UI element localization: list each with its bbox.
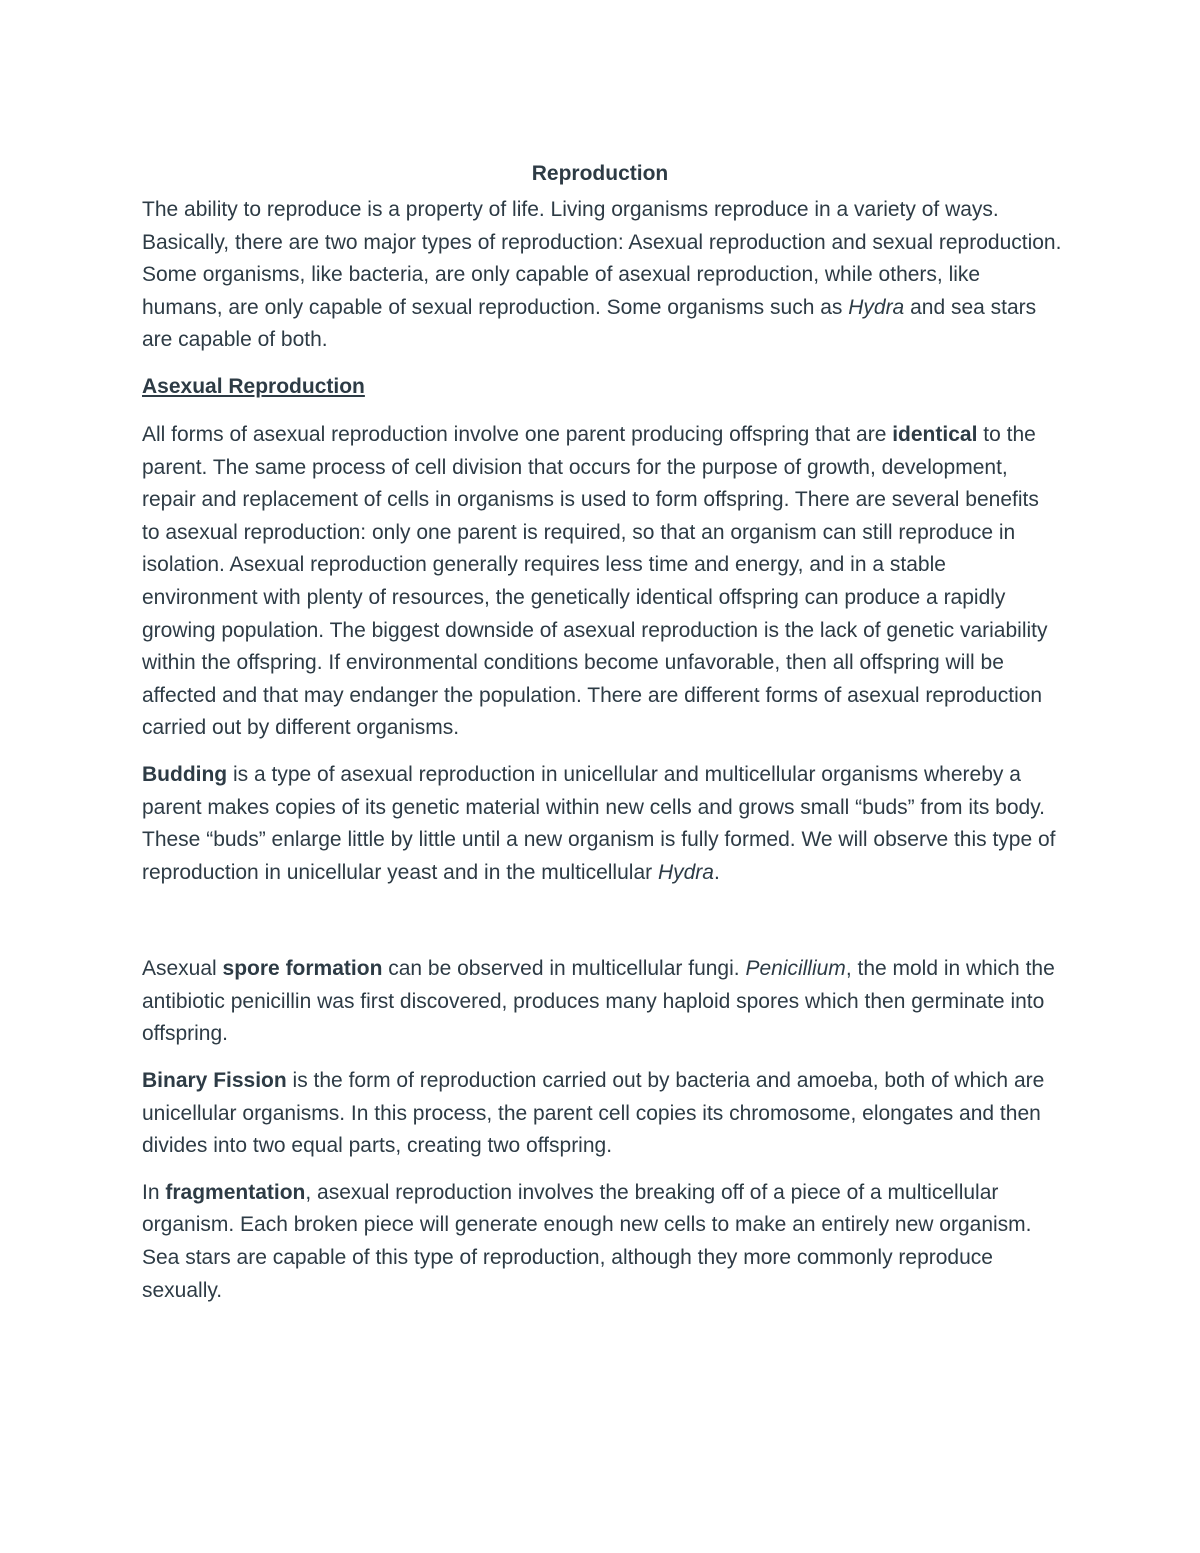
binary-fission-paragraph xyxy=(142,1065,1062,1163)
binary-fission-term: Binary Fission xyxy=(142,1069,287,1093)
spore-formation-paragraph xyxy=(142,953,1062,1051)
spore-text-2: , the mold in which the antibiotic penicillin was first discovered, produces many haploid spores which then germinate into offspring. xyxy=(142,957,1055,1046)
intro-hydra-italic: Hydra xyxy=(848,295,905,319)
budding-paragraph xyxy=(142,759,1062,889)
blank-line xyxy=(142,903,1062,953)
budding-hydra-italic: Hydra xyxy=(657,860,714,884)
fragmentation-term: fragmentation xyxy=(165,1180,306,1204)
fragmentation-text-0: In xyxy=(142,1180,166,1204)
penicillium-italic: Penicillium xyxy=(745,957,846,981)
budding-term: Budding xyxy=(142,762,228,786)
fragmentation-text-1: , asexual reproduction involves the breaking off of a piece of a multicellular organism. Each broken piece will generate enough new cells to make an entirely new organism. Sea stars are capable of this type of reproduction, although they more commonly reproduce sexually. xyxy=(142,1180,1032,1302)
page-title: Reproduction xyxy=(531,162,669,185)
budding-text-2: . xyxy=(713,860,720,884)
document-page xyxy=(142,158,1062,1321)
budding-text-1: is a type of asexual reproduction in unicellular and multicellular organisms whereby a parent makes copies of its genetic material within new cells and grows small “buds” from its body. These “buds” enlarge little by little until a new organism is fully formed. We will observe this type of reproduction in unicellular yeast and in the multicellular xyxy=(142,762,1056,884)
asexual-text-1: All forms of asexual reproduction involve one parent producing offspring that are xyxy=(142,422,893,446)
spore-formation-term: spore formation xyxy=(222,957,383,981)
binary-text-1: is the form of reproduction carried out by bacteria and amoeba, both of which are unicellular organisms. In this process, the parent cell copies its chromosome, elongates and then divides into two equal parts, creating two offspring. xyxy=(142,1069,1045,1158)
asexual-text-2: to the parent. The same process of cell division that occurs for the purpose of growth, development, repair and replacement of cells in organisms is used to form offspring. There are several benefits to asexual reproduction: only one parent is required, so that an organism can still reproduce in isolation. Asexual reproduction generally requires less time and energy, and in a stable environment with plenty of resources, the genetically identical offspring can produce a rapidly growing population. The biggest downside of asexual reproduction is the lack of genetic variability within the offspring. If environmental conditions become unfavorable, then all offspring will be affected and that may endanger the population. There are different forms of asexual reproduction carried out by different organisms. xyxy=(142,422,1048,740)
intro-paragraph xyxy=(142,194,1062,357)
asexual-identical-bold: identical xyxy=(892,422,978,446)
intro-text-1: The ability to reproduce is a property of life. Living organisms reproduce in a variety of ways. Basically, there are two major types of reproduction: Asexual reproduction and sexual reproduction. Some organisms, like bacteria, are only capable of asexual reproduction, while others, like humans, are only capable of sexual reproduction. Some organisms such as xyxy=(142,198,1062,319)
intro-text-2: and sea stars are capable of both. xyxy=(142,295,1037,352)
asexual-reproduction-heading: Asexual Reproduction xyxy=(142,374,365,398)
spore-text-1: can be observed in multicellular fungi. xyxy=(382,957,746,981)
asexual-paragraph xyxy=(142,419,1062,745)
fragmentation-paragraph xyxy=(142,1177,1062,1307)
spore-text-0: Asexual xyxy=(142,957,223,981)
